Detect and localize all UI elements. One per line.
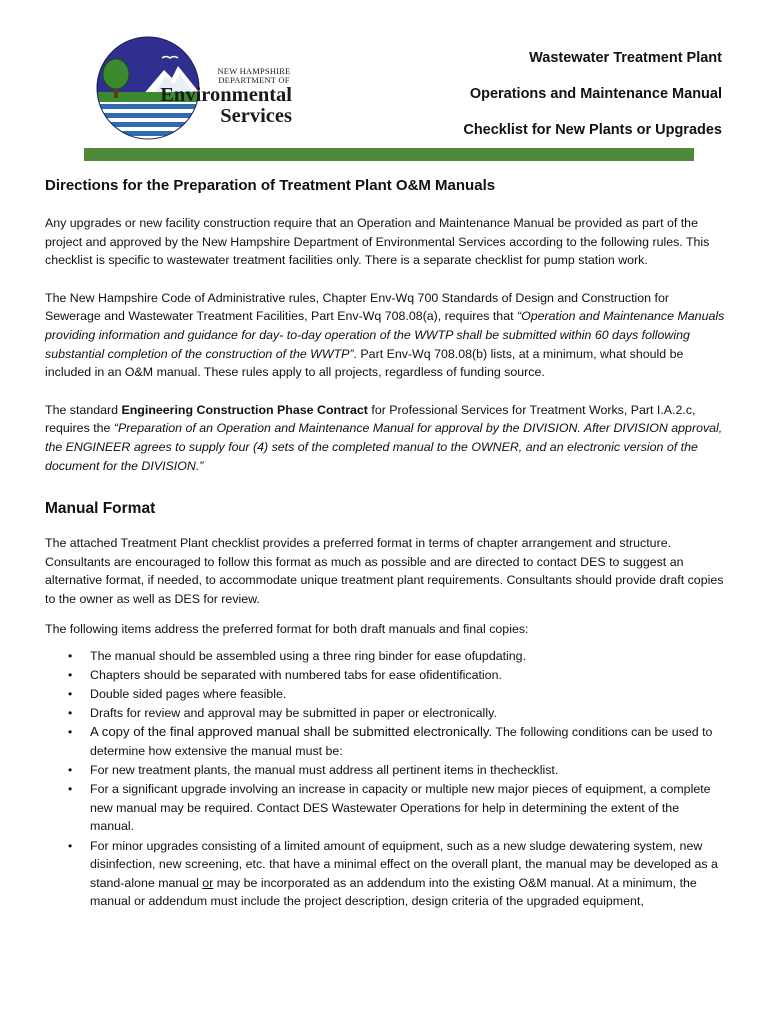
- bullet-icon: •: [68, 706, 73, 721]
- list-item-text: Chapters should be separated with numbered tabs for ease ofidentification.: [90, 668, 502, 683]
- list-item-text: For minor upgrades consisting of a limited amount of equipment, such as a new sludge dewatering system, new disinfection, new screening, etc. that have a minimal effect on the overall plant, the manual may be developed as a stand-alone manual: [90, 838, 718, 890]
- bullet-icon: •: [68, 725, 73, 740]
- logo-small-text: [210, 67, 298, 85]
- paragraph-checklist-format: The attached Treatment Plant checklist provides a preferred format in terms of chapter arrangement and structure. Consultants are encouraged to follow this format as much as possible and are directed to contact DES to suggest an alternative format, if needed, to accommodate unique treatment plant requirements. Consultants should provide draft copies to the owner as well as DES for review.: [45, 536, 724, 606]
- bullet-icon: •: [68, 782, 73, 797]
- contract-text: The standard: [45, 402, 122, 417]
- list-item-text: Drafts for review and approval may be submitted in paper or electronically.: [90, 706, 497, 721]
- contract-quote: “Preparation of an Operation and Maintenance Manual for approval by the DIVISION. After DIVISION approval, the ENGINEER agrees to supply four (4) sets of the completed manual to the OWNER, and an electronic version of the document for the DIVISION.”: [45, 421, 723, 473]
- logo-line-dept: DEPARTMENT OF: [218, 75, 290, 85]
- code-rules-text-end: . Part Env-Wq 708.08(b) lists, at a minimum, what should be included in an O&M manual. These rules apply to all projects, regardless of funding source.: [45, 346, 684, 380]
- list-item: [45, 723, 725, 760]
- list-item-text: The manual should be assembled using a three ring binder for ease ofupdating.: [90, 649, 527, 664]
- code-rules-text: The New Hampshire Code of Administrative rules, Chapter Env-Wq 700 Standards of Design and Construction for Sewerage and Wastewater Treatment Facilities, Part Env-Wq 708.08(a), requires that: [45, 290, 669, 324]
- list-item-text-end: may be incorporated as an addendum into the existing O&M manual. At a minimum, the manual or addendum must include the project description, design criteria of the upgraded equipment,: [90, 875, 697, 909]
- header-title-2: Operations and Maintenance Manual: [469, 86, 722, 102]
- list-item-lead: A copy of the final approved manual shall be submitted electronically.: [90, 724, 493, 740]
- header-title-1: Wastewater Treatment Plant: [529, 50, 722, 66]
- underlined-or: or: [202, 875, 214, 890]
- paragraph-format-intro: The following items address the preferred format for both draft manuals and final copies:: [45, 621, 529, 636]
- bullet-icon: •: [68, 649, 73, 664]
- list-item-text: Double sided pages where feasible.: [90, 687, 287, 702]
- section-heading-manual-format: Manual Format: [45, 500, 156, 518]
- paragraph-contract: [45, 401, 725, 475]
- list-item: [45, 780, 725, 836]
- logo-line-environmental: Environmental: [160, 84, 292, 106]
- paragraph-code-rules: [45, 289, 725, 382]
- code-rules-quote: “Operation and Maintenance Manuals providing information and guidance for day- to-day operation of the WWTP shall be submitted within 60 days following substantial completion of the construction of the WWTP”: [45, 309, 725, 361]
- logo-line-state: NEW HAMPSHIRE: [217, 66, 291, 76]
- header-titles: [463, 48, 722, 156]
- list-item: [45, 647, 725, 666]
- bullet-icon: •: [68, 838, 73, 853]
- list-item: [45, 685, 725, 704]
- contract-name: Engineering Construction Phase Contract: [121, 402, 368, 417]
- contract-text-mid: for Professional Services for Treatment Works, Part I.A.2.c, requires the: [45, 402, 696, 436]
- list-item: [45, 704, 725, 723]
- paragraph-upgrades: Any upgrades or new facility construction require that an Operation and Maintenance Manual be provided as part of the project and approved by the New Hampshire Department of Environmental Services according to the following rules. This checklist is specific to wastewater treatment facilities only. There is a separate checklist for pump station work.: [45, 216, 710, 268]
- nhdes-logo: [92, 36, 298, 144]
- bullet-icon: •: [68, 668, 73, 683]
- header-title-3: Checklist for New Plants or Upgrades: [463, 122, 722, 138]
- list-item: [45, 761, 725, 780]
- bullet-icon: •: [68, 763, 73, 778]
- bullet-icon: •: [68, 687, 73, 702]
- list-item: [45, 837, 725, 911]
- logo-big-text: [142, 85, 292, 127]
- logo-line-services: Services: [220, 105, 292, 127]
- document-body: [45, 176, 725, 911]
- format-bullet-list: [45, 647, 725, 911]
- header-divider-bar: [84, 148, 694, 161]
- list-item: [45, 666, 725, 685]
- list-item-text: For a significant upgrade involving an increase in capacity or multiple new major pieces of equipment, a complete new manual may be required. Contact DES Wastewater Operations for help in determining the extent of the manual.: [90, 782, 711, 834]
- section-heading-directions: Directions for the Preparation of Treatment Plant O&M Manuals: [45, 177, 496, 194]
- list-item-text: For new treatment plants, the manual must address all pertinent items in thechecklist.: [90, 763, 559, 778]
- list-item-text: The following conditions can be used to determine how extensive the manual must be:: [90, 725, 713, 759]
